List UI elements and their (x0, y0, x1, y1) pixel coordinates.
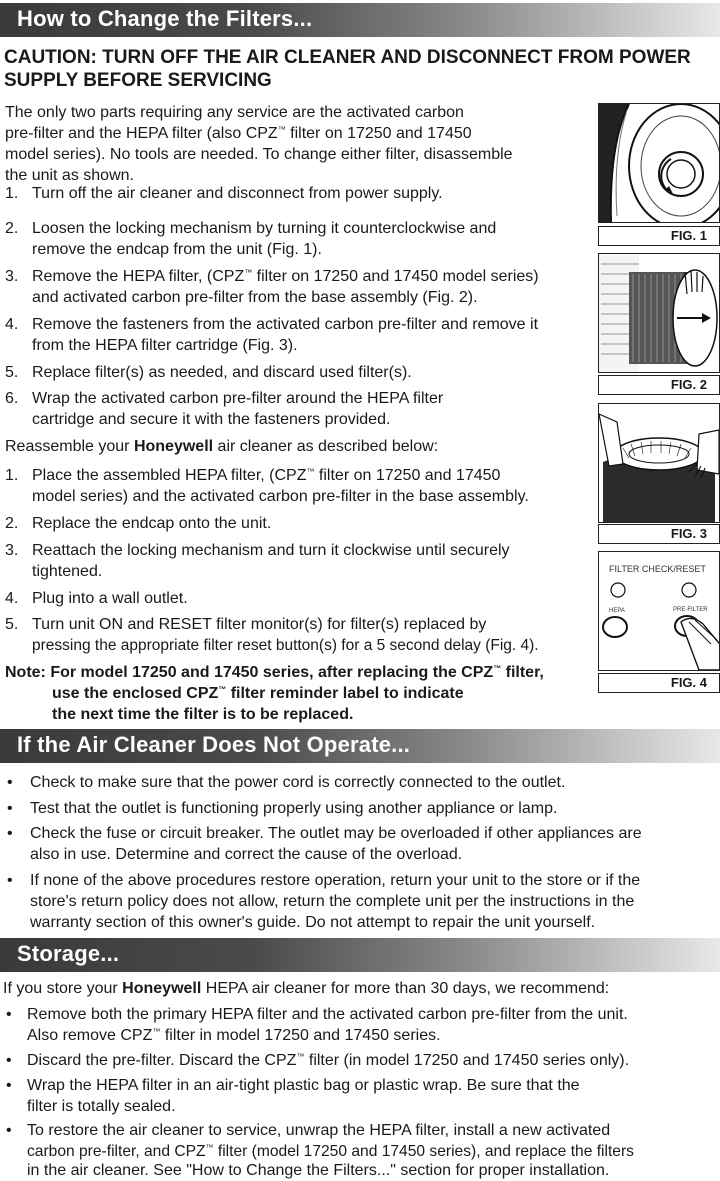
fig-3-label: FIG. 3 (598, 524, 720, 544)
section-title: Storage... (17, 941, 120, 966)
reassemble-intro: Reassemble your Honeywell air cleaner as described below: (5, 438, 439, 455)
section-header-change-filters (0, 3, 720, 37)
fig-4-image (598, 551, 720, 671)
note-line: the next time the filter is to be replaced. (52, 706, 354, 723)
hepa-label: HEPA (609, 608, 625, 614)
fig-4-label: FIG. 4 (598, 673, 720, 693)
fig-2-label: FIG. 2 (598, 375, 720, 395)
pre-filter-label: PRE-FILTER (673, 607, 708, 613)
note-line: Note: For model 17250 and 17450 series, after replacing the CPZ™ filter, (5, 664, 544, 681)
note-line: use the enclosed CPZ™ filter reminder label to indicate (52, 685, 464, 702)
intro-line: the unit as shown. (5, 167, 134, 184)
section-header-not-operate (0, 729, 720, 763)
endcap-illustration (599, 104, 719, 222)
fig-1-image (598, 103, 720, 223)
prefilter-wrap-illustration (599, 404, 719, 522)
intro-line: The only two parts requiring any service are the activated carbon (5, 104, 464, 121)
section-header-storage (0, 938, 720, 972)
hepa-filter-removal-illustration (599, 254, 719, 372)
caution-heading: CAUTION: TURN OFF THE AIR CLEANER AND DISCONNECT FROM POWER SUPPLY BEFORE SERVICING (4, 47, 691, 91)
intro-line: pre-filter and the HEPA filter (also CPZ™ filter on 17250 and 17450 (5, 125, 472, 142)
section-title: How to Change the Filters... (17, 6, 313, 31)
intro-line: model series). No tools are needed. To change either filter, disassemble (5, 146, 513, 163)
note-block (5, 662, 605, 725)
filter-check-reset-label: FILTER CHECK/RESET (609, 564, 706, 574)
fig-1-label: FIG. 1 (598, 226, 720, 246)
fig-3-image (598, 403, 720, 523)
fig-2-image (598, 253, 720, 373)
section-title: If the Air Cleaner Does Not Operate... (17, 732, 411, 757)
intro-paragraph (5, 102, 590, 186)
storage-intro: If you store your Honeywell HEPA air cleaner for more than 30 days, we recommend: (3, 980, 610, 997)
